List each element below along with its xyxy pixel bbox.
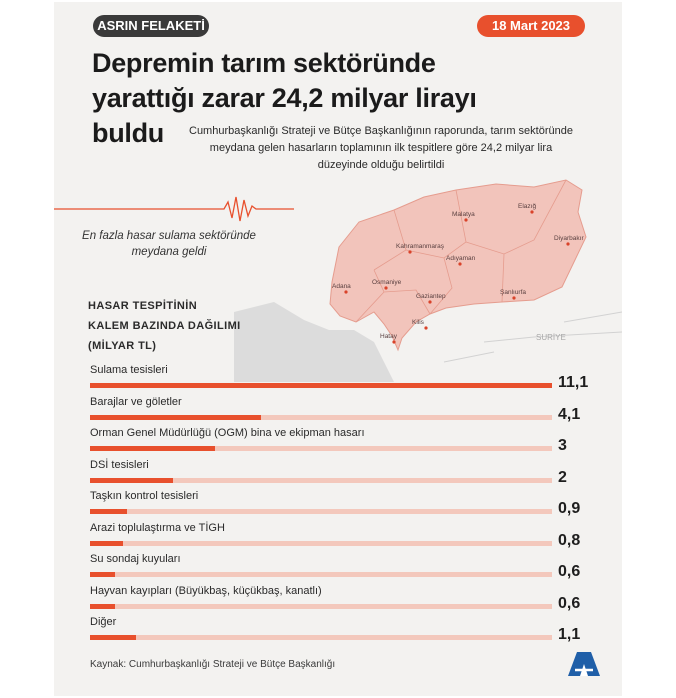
city-label: Adana [332, 283, 351, 290]
city-marker [512, 296, 515, 299]
bar-category-label: Arazi toplulaştırma ve TİGH [90, 521, 225, 534]
city-label: Elazığ [518, 203, 537, 210]
bar [90, 509, 127, 514]
city-marker [464, 218, 467, 221]
bar-value-label: 4,1 [558, 405, 581, 423]
seismic-line [54, 194, 294, 224]
bar-row [54, 396, 622, 426]
bar-row [54, 427, 622, 457]
bar-track [90, 635, 552, 640]
city-label: Şanlıurfa [500, 289, 527, 296]
city-label: Diyarbakır [554, 235, 584, 242]
chart-title-line-2: KALEM BAZINDA DAĞILIMI [88, 320, 241, 332]
headline-line-2: yarattığı zarar 24,2 milyar lirayı [92, 83, 477, 113]
city-label: Malatya [452, 211, 475, 218]
category-badge: ASRIN FELAKETİ [93, 15, 209, 37]
bar-row [54, 522, 622, 552]
city-marker [530, 210, 533, 213]
bar-value-label: 11,1 [558, 374, 589, 391]
bar [90, 446, 215, 451]
bar-value-label: 1,1 [558, 626, 581, 643]
bar [90, 635, 136, 640]
bar-value-label: 0,6 [558, 563, 581, 580]
bar-chart [54, 364, 622, 654]
bar-category-label: Taşkın kontrol tesisleri [90, 490, 199, 502]
bar [90, 383, 552, 388]
city-marker [384, 286, 387, 289]
chart-title [88, 296, 258, 356]
subheadline: Cumhurbaşkanlığı Strateji ve Bütçe Başkanlığının raporunda, tarım sektöründe meydana gelen hasarların toplamının ilk tespitlere göre 24,2 milyar lira düzeyinde olduğu belirtildi [189, 125, 573, 171]
affected-region [330, 180, 586, 350]
bar-row [54, 616, 622, 646]
bar-value-label: 0,8 [558, 531, 581, 549]
city-label: Adıyaman [446, 255, 476, 262]
city-label: Gaziantep [416, 293, 446, 300]
bar-category-label: Barajlar ve göletler [90, 395, 182, 408]
bar-track [90, 509, 552, 514]
bar-category-label: DSİ tesisleri [90, 458, 149, 471]
bar [90, 415, 261, 420]
city-label: Kahramanmaraş [396, 243, 445, 250]
bar-row [54, 459, 622, 489]
source-note: Kaynak: Cumhurbaşkanlığı Strateji ve Bütçe Başkanlığı [90, 659, 336, 670]
bar-row [54, 364, 622, 394]
city-marker [424, 326, 427, 329]
bar-value-label: 2 [558, 468, 567, 486]
bar-row [54, 585, 622, 615]
country-label: SURİYE [536, 333, 566, 342]
city-marker [344, 290, 347, 293]
date-badge: 18 Mart 2023 [477, 15, 585, 37]
bar-track [90, 604, 552, 609]
city-marker [458, 262, 461, 265]
bar-category-label: Hayvan kayıpları (Büyükbaş, küçükbaş, kanatlı) [90, 584, 322, 597]
headline-line-1: Depremin tarım sektöründe [92, 48, 436, 78]
bar-track [90, 541, 552, 546]
bar-row [54, 553, 622, 583]
bar-category-label: Orman Genel Müdürlüğü (OGM) bina ve ekipman hasarı [90, 427, 365, 439]
bar-value-label: 0,9 [558, 500, 581, 517]
city-label: Hatay [380, 333, 397, 340]
bar [90, 541, 123, 546]
bar-category-label: Diğer [90, 616, 117, 628]
bar-value-label: 3 [558, 437, 567, 454]
bar-value-label: 0,6 [558, 594, 581, 612]
bar-row [54, 490, 622, 520]
city-marker [428, 300, 431, 303]
bar-category-label: Sulama tesisleri [90, 364, 168, 376]
bar [90, 572, 115, 577]
bar-track [90, 572, 552, 577]
bar [90, 478, 173, 483]
headline-line-3: buldu [92, 118, 164, 148]
bar-category-label: Su sondaj kuyuları [90, 553, 181, 565]
infographic-card [54, 2, 622, 696]
chart-title-line-3: (MİLYAR TL) [88, 340, 157, 352]
chart-title-line-1: HASAR TESPİTİNİN [88, 300, 198, 312]
city-label: Osmaniye [372, 279, 402, 286]
bar [90, 604, 115, 609]
highlight-note: En fazla hasar sulama sektöründe meydana geldi [82, 230, 256, 258]
city-label: Kilis [412, 319, 424, 326]
city-marker [408, 250, 411, 253]
city-marker [566, 242, 569, 245]
aa-logo [566, 648, 602, 678]
city-marker [392, 340, 395, 343]
land-lines [444, 312, 622, 362]
